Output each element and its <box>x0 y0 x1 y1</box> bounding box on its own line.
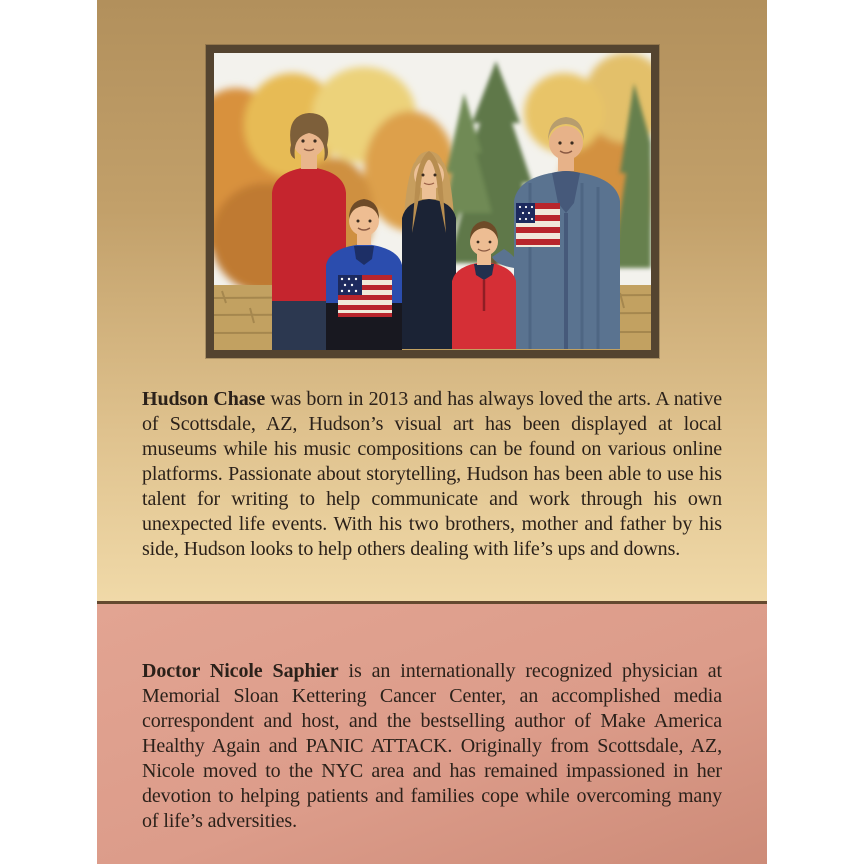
family-photo <box>214 53 651 350</box>
nicole-bio-lead: Doctor Nicole Saphier <box>142 660 339 682</box>
gold-section <box>97 0 767 601</box>
hudson-bio-lead: Hudson Chase <box>142 388 266 410</box>
flag-boy-sweater <box>338 275 392 317</box>
flag-patch-man <box>516 203 560 247</box>
hudson-bio <box>142 387 722 562</box>
book-back-cover <box>97 0 767 864</box>
nicole-bio <box>142 659 722 834</box>
hudson-bio-text: was born in 2013 and has always loved the arts. A native of Scottsdale, AZ, Hudson’s visual art has been displayed at local museums while his music compositions can be found on various online platforms. Passionate about storytelling, Hudson has been able to use his talent for writing to help communicate and work through his own unexpected life events. With his two brothers, mother and father by his side, Hudson looks to help others dealing with life’s ups and downs. <box>142 388 722 560</box>
family-photo-frame <box>206 45 659 358</box>
nicole-bio-text: is an internationally recognized physician at Memorial Sloan Kettering Cancer Center, an accomplished media correspondent and host, and the bestselling author of Make America Healthy Again and PANIC ATTACK. Originally from Scottsdale, AZ, Nicole moved to the NYC area and has remained impassioned in her devotion to helping patients and families cope while overcoming many of life’s adversities. <box>142 660 722 832</box>
pink-section <box>97 604 767 864</box>
woman-navy-top <box>402 151 456 349</box>
